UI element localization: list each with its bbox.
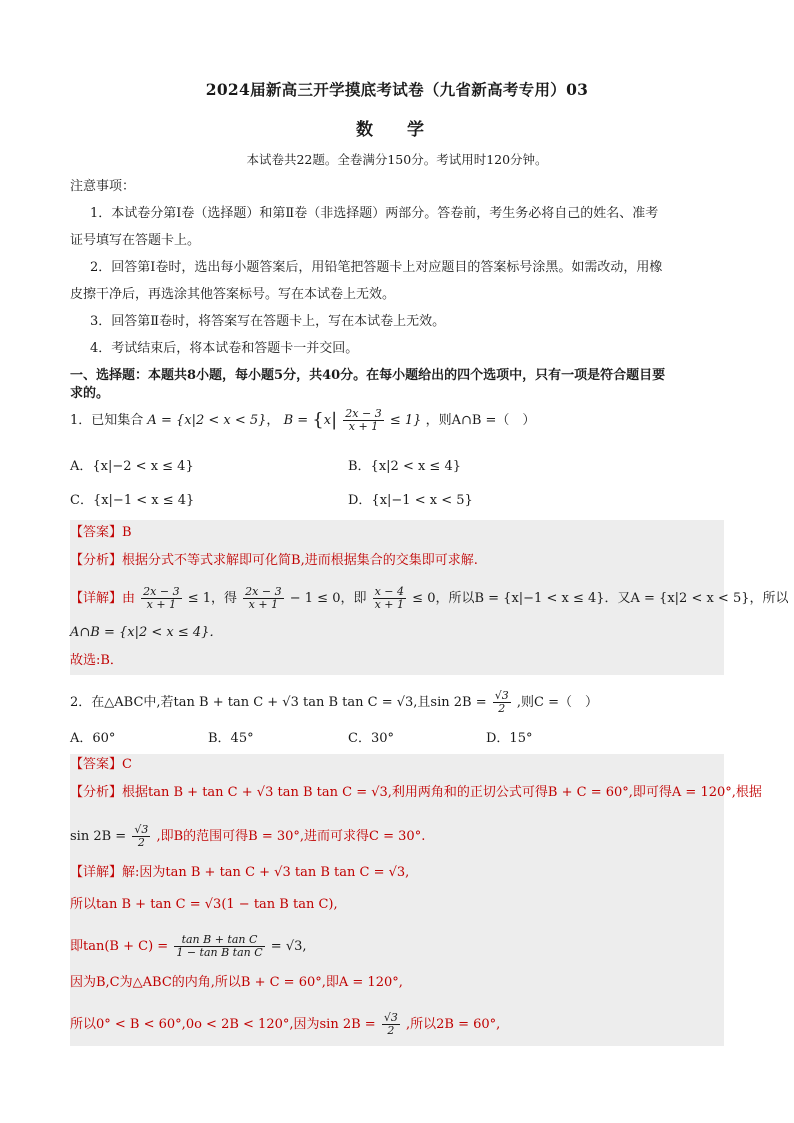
- note-item: 3．回答第Ⅱ卷时，将答案写在答题卡上，写在本试卷上无效。: [90, 314, 446, 329]
- q2-analysis-cont: sin 2B = $\frac{√3}{2}$ ,即B的范围可得B = 30°,进而可求得C = 30°.: [70, 823, 426, 849]
- q1-detail-cont: A∩B = {x|2 < x ≤ 4}．: [70, 625, 223, 640]
- notes-heading: 注意事项：: [70, 179, 136, 194]
- q2-analysis: 【分析】根据tan B + tan C + √3 tan B tan C = √3,利用两角和的正切公式可得B + C = 60°,即可得A = 120°,根据: [70, 785, 762, 800]
- q2-answer: 【答案】C: [70, 757, 132, 772]
- q2-detail-4: 因为B,C为△ABC的内角,所以B + C = 60°,即A = 120°,: [70, 975, 403, 990]
- q1-answer: 【答案】B: [70, 525, 132, 540]
- q1-analysis: 【分析】根据分式不等式求解即可化简B,进而根据集合的交集即可求解.: [70, 553, 478, 568]
- section-heading-cont: 求的。: [70, 386, 110, 401]
- fraction: $\frac{2x - 3}{x + 1}$: [345, 407, 382, 433]
- note-item: 1．本试卷分第Ⅰ卷（选择题）和第Ⅱ卷（非选择题）两部分。答卷前，考生务必将自己的姓名、准考: [90, 206, 659, 221]
- note-item: 4．考试结束后，将本试卷和答题卡一并交回。: [90, 341, 359, 356]
- note-item: 皮擦干净后，再选涂其他答案标号。写在本试卷上无效。: [70, 287, 396, 302]
- section-heading: 一、选择题：本题共8小题，每小题5分，共40分。在每小题给出的四个选项中，只有一项是符合题目要: [70, 368, 666, 383]
- q2-option-c: C．30°: [348, 731, 394, 746]
- q1-option-c: C．{x|−1 < x ≤ 4}: [70, 493, 195, 508]
- q2-option-a: A．60°: [70, 731, 116, 746]
- exam-title: 2024届新高三开学摸底考试卷（九省新高考专用）03: [205, 80, 589, 99]
- q1-detail: 【详解】由 $\frac{2x - 3}{x + 1}$ ≤ 1，得 $\frac{2x - 3}{x + 1}$ − 1 ≤ 0，即 $\frac{x - 4}{x + 1}$ ≤ 0，所以B = {x|−1 < x ≤ 4}．又A = {x|2 < x < 5}，所以: [70, 585, 789, 611]
- question-2-stem: 2．在△ABC中,若tan B + tan C + √3 tan B tan C = √3,且sin 2B = $\frac{√3}{2}$ ,则C =（ ）: [70, 689, 599, 715]
- q2-detail: 【详解】解:因为tan B + tan C + √3 tan B tan C = √3,: [70, 865, 410, 880]
- q1-option-d: D．{x|−1 < x < 5}: [348, 493, 473, 508]
- q2-option-d: D．15°: [486, 731, 533, 746]
- q1-option-b: B．{x|2 < x ≤ 4}: [348, 459, 461, 474]
- q2-option-b: B．45°: [208, 731, 254, 746]
- q2-detail-2: 所以tan B + tan C = √3(1 − tan B tan C),: [70, 897, 338, 912]
- q2-detail-5: 所以0° < B < 60°,0o < 2B < 120°,因为sin 2B = $\frac{√3}{2}$ ,所以2B = 60°,: [70, 1011, 501, 1037]
- subject-title: 数 学: [356, 120, 438, 140]
- question-1-stem: 1．已知集合 A = {x|2 < x < 5}， B = {x| $\frac{2x - 3}{x + 1}$ ≤ 1} ，则A∩B =（ ）: [70, 407, 536, 433]
- q1-conclusion: 故选:B．: [70, 653, 123, 668]
- q2-detail-3: 即tan(B + C) = $\frac{\text{tan B + tan C}}{\text{1 − tan B tan C}}$ = √3,: [70, 933, 307, 959]
- note-item: 证号填写在答题卡上。: [70, 233, 201, 248]
- note-item: 2．回答第Ⅰ卷时，选出每小题答案后，用铅笔把答题卡上对应题目的答案标号涂黑。如需改动，用橡: [90, 260, 663, 275]
- q1-option-a: A．{x|−2 < x ≤ 4}: [70, 459, 194, 474]
- exam-info: 本试卷共22题。全卷满分150分。考试用时120分钟。: [246, 152, 548, 167]
